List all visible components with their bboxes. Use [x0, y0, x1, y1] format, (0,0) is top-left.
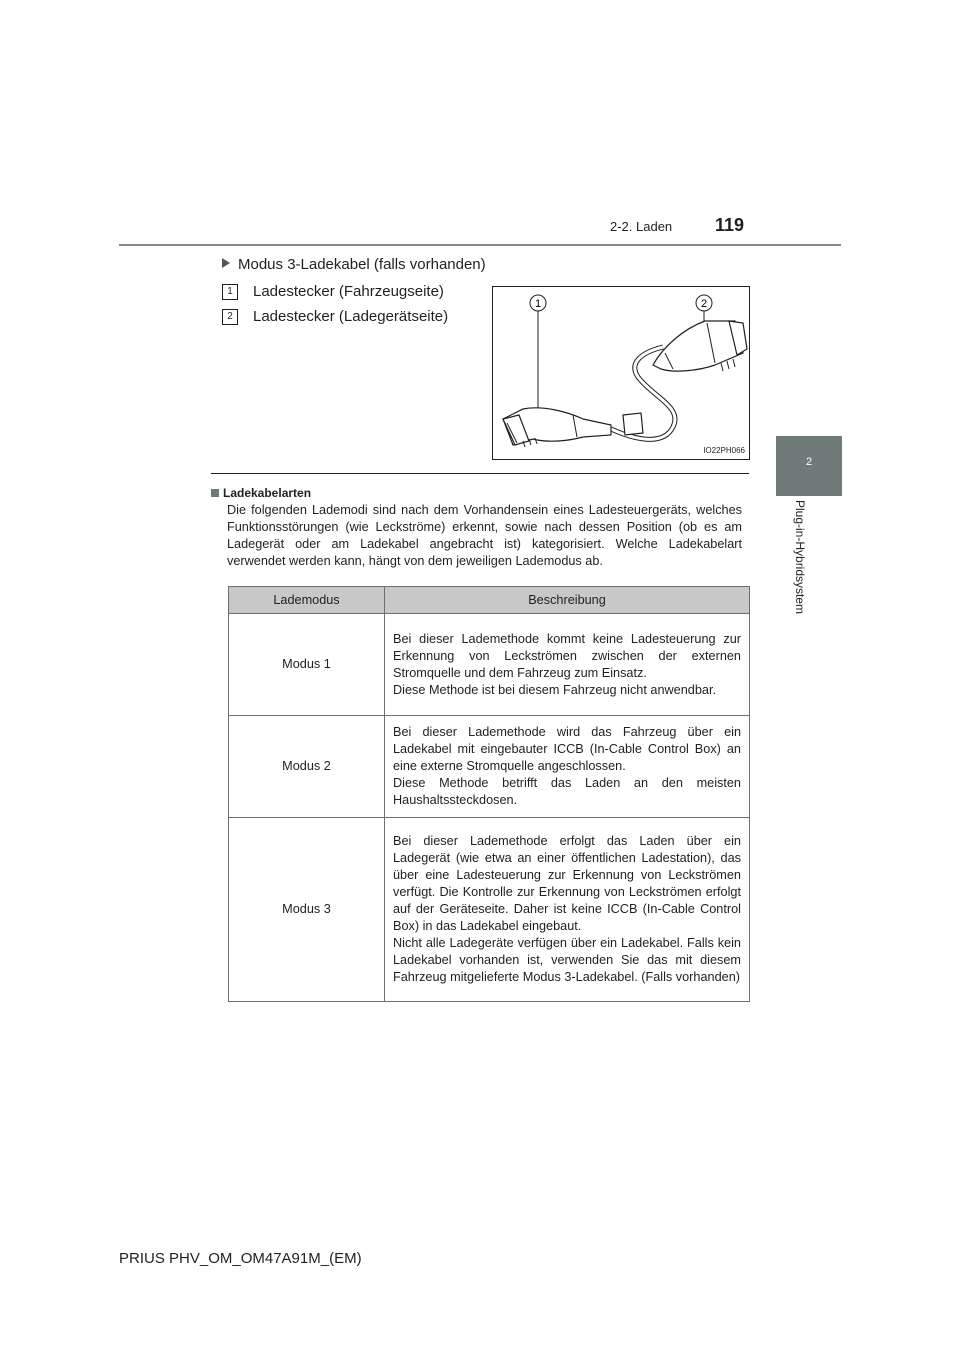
description-cell [385, 818, 750, 1002]
callout-label: Ladestecker (Ladegerätseite) [253, 308, 449, 325]
description-line: Bei dieser Lademethode wird das Fahrzeug über ein Ladekabel mit eingebauter ICCB (In-Cable Control Box) an eine externe Stromquelle angeschlossen. [393, 725, 741, 773]
column-header-mode: Lademodus [229, 587, 385, 614]
section-title: 2-2. Laden [610, 219, 673, 234]
mode-cell: Modus 2 [229, 716, 385, 818]
section-heading-text: Ladekabelarten [223, 486, 312, 500]
document-code: PRIUS PHV_OM_OM47A91M_(EM) [119, 1250, 362, 1267]
charging-modes-table [228, 586, 750, 1002]
description-cell [385, 716, 750, 818]
description-line: Bei dieser Lademethode kommt keine Ladesteuerung zur Erkennung von Leckströmen zwischen der externen Stromquelle und dem Fahrzeug zum Einsatz. [393, 631, 741, 680]
marker-2-label: 2 [700, 298, 708, 310]
figure-id: IO22PH066 [703, 446, 745, 455]
cable-type-label: Modus 3-Ladekabel (falls vorhanden) [238, 256, 486, 273]
page-number: 119 [715, 215, 745, 235]
callout-number-badge: 2 [222, 309, 238, 325]
table-header-row [229, 587, 750, 614]
mode-cell: Modus 3 [229, 818, 385, 1002]
square-bullet-icon [211, 489, 219, 497]
description-line: Nicht alle Ladegeräte verfügen über ein Ladekabel. Falls kein Ladekabel vorhanden ist, verwenden Sie das mit diesem Fahrzeug mitgelieferte Modus 3-Ladekabel. (Falls vorhanden) [393, 936, 741, 984]
charger-side-connector [653, 321, 747, 371]
callout-number-badge: 1 [222, 284, 238, 300]
chapter-tab-number: 2 [805, 456, 813, 468]
cable-type-bullet [222, 256, 486, 273]
callout-1 [222, 283, 444, 300]
mode-cell: Modus 1 [229, 614, 385, 716]
callout-label: Ladestecker (Fahrzeugseite) [253, 283, 444, 300]
marker-1-label: 1 [534, 298, 542, 310]
section-heading [211, 486, 311, 500]
description-cell [385, 614, 750, 716]
charging-cable-illustration [492, 286, 750, 460]
table-row [229, 614, 750, 716]
triangle-bullet-icon [222, 258, 230, 268]
table-row [229, 716, 750, 818]
description-line: Bei dieser Lademethode erfolgt das Laden über ein Ladegerät (wie etwa an einer öffentlichen Ladestation), das über eine Ladesteuerung zur Erkennung von Leckströmen verfügt. Die Kontrolle zur Erkennung von Leckströmen erfolgt auf der Geräteseite. Daher ist keine ICCB (In-Cable Control Box) in das Ladekabel eingebaut. [393, 834, 741, 933]
vehicle-side-connector [503, 408, 643, 447]
section-paragraph: Die folgenden Lademodi sind nach dem Vorhandensein eines Ladesteuergeräts, welches Funktionsstörungen (wie Leckströme) erkennt, sowie nach dessen Position (ob es am Ladegerät oder am Ladekabel angebracht ist) kategorisiert. Welche Ladekabelart verwendet werden kann, hängt von dem jeweiligen Lademodus ab. [227, 503, 742, 568]
description-line: Diese Methode betrifft das Laden an den meisten Haushaltssteckdosen. [393, 776, 741, 807]
table-row [229, 818, 750, 1002]
header-divider [119, 244, 841, 246]
chapter-tab-label: Plug-in-Hybridsystem [793, 500, 807, 615]
description-line: Diese Methode ist bei diesem Fahrzeug nicht anwendbar. [393, 682, 717, 697]
callout-2 [222, 308, 448, 325]
column-header-description: Beschreibung [385, 587, 750, 614]
charging-cable-drawing [493, 287, 749, 459]
section-divider [211, 473, 749, 474]
